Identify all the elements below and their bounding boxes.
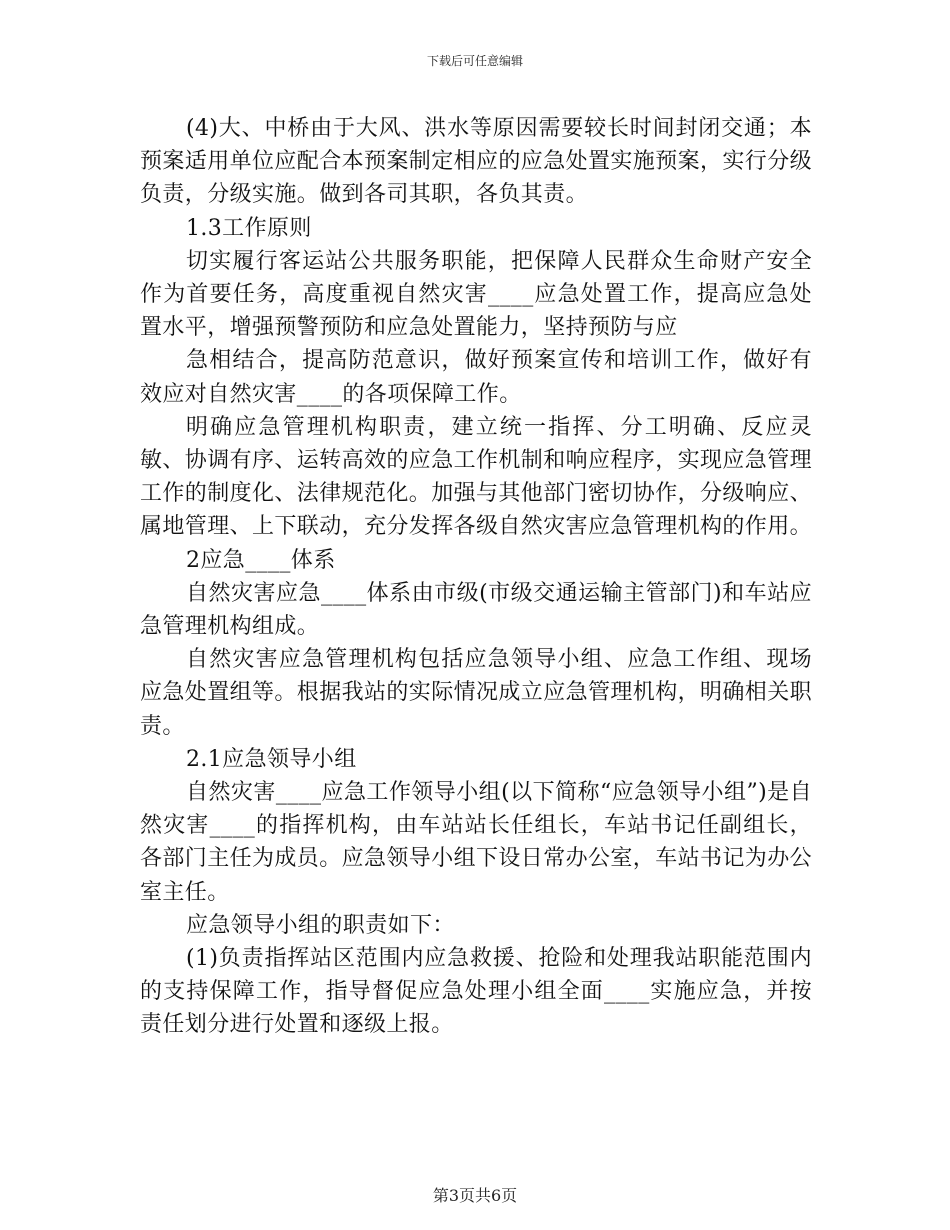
document-body: [140, 112, 812, 1042]
paragraph-3: 急相结合，提高防范意识，做好预案宣传和培训工作，做好有效应对自然灾害____的各项保障工作。: [140, 348, 812, 407]
page-header: 下载后可任意编辑: [426, 54, 523, 68]
paragraph-8: 应急领导小组的职责如下：: [186, 912, 455, 938]
paragraph-5: 自然灾害应急____体系由市级(市级交通运输主管部门)和车站应急管理机构组成。: [140, 580, 812, 640]
paragraph-2: 切实履行客运站公共服务职能，把保障人民群众生命财产安全作为首要任务，高度重视自然灾害____应急处置工作，提高应急处置水平，增强预警预防和应急处置能力，坚持预防与应: [140, 248, 812, 341]
section-heading-1-3: 1.3工作原则: [186, 215, 312, 241]
paragraph-9: (1)负责指挥站区范围内应急救援、抢险和处理我站职能范围内的支持保障工作，指导督促应急处理小组全面____实施应急，并按责任划分进行处置和逐级上报。: [140, 946, 812, 1038]
paragraph-6: 自然灾害应急管理机构包括应急领导小组、应急工作组、现场应急处置组等。根据我站的实际情况成立应急管理机构，明确相关职责。: [140, 647, 813, 739]
paragraph-1: (4)大、中桥由于大风、洪水等原因需要较长时间封闭交通；本预案适用单位应配合本预案制定相应的应急处置实施预案，实行分级负责，分级实施。做到各司其职，各负其责。: [140, 116, 813, 208]
paragraph-7: 自然灾害____应急工作领导小组(以下简称“应急领导小组”)是自然灾害____的指挥机构，由车站站长任组长，车站书记任副组长，各部门主任为成员。应急领导小组下设日常办公室，车站书记为办公室主任。: [140, 780, 813, 905]
paragraph-4: 明确应急管理机构职责，建立统一指挥、分工明确、反应灵敏、协调有序、运转高效的应急工作机制和响应程序，实现应急管理工作的制度化、法律规范化。加强与其他部门密切协作，分级响应、属地管理、上下联动，充分发挥各级自然灾害应急管理机构的作用。: [140, 414, 813, 540]
section-heading-2: 2应急____体系: [186, 547, 336, 573]
section-heading-2-1: 2.1应急领导小组: [186, 746, 357, 772]
page-footer: 第3页共6页: [432, 1186, 518, 1205]
